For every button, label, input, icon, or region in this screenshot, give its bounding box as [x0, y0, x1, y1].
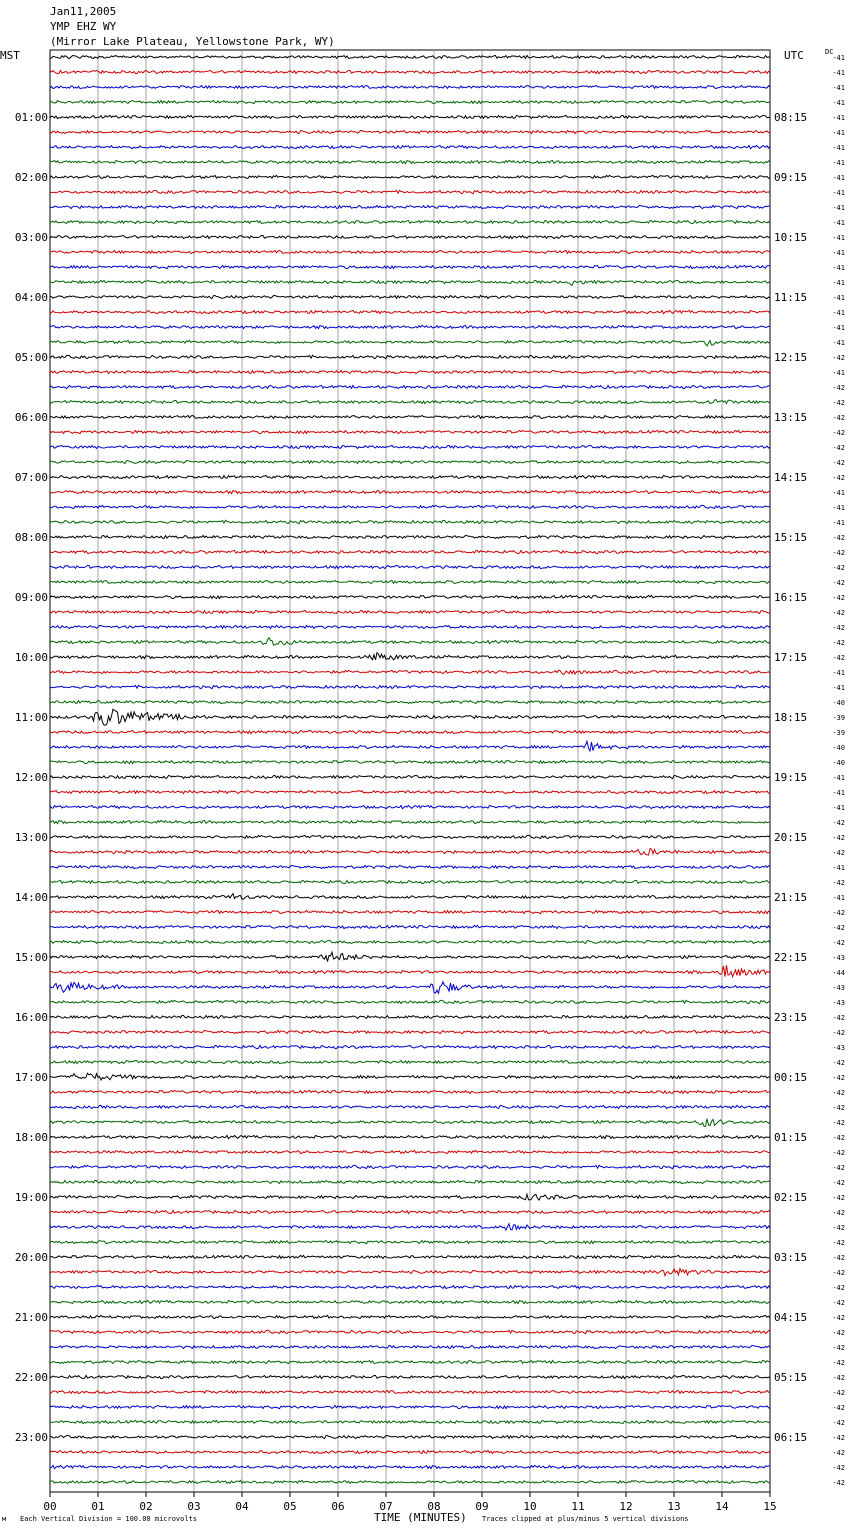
dc-offset-label: -42 [832, 354, 845, 362]
dc-offset-label: -42 [832, 1389, 845, 1397]
x-tick-label: 11 [571, 1500, 585, 1513]
seismic-trace [50, 731, 770, 734]
seismic-trace [50, 295, 770, 298]
seismic-trace [50, 1073, 770, 1080]
dc-offset-label: -42 [832, 1104, 845, 1112]
header-location: (Mirror Lake Plateau, Yellowstone Park, WY) [50, 35, 335, 48]
dc-offset-label: -40 [832, 759, 845, 767]
seismic-trace [50, 1045, 770, 1048]
seismic-trace [50, 653, 770, 660]
seismic-traces [50, 56, 770, 1484]
dc-offset-label: -41 [832, 174, 845, 182]
dc-label: DC [825, 48, 834, 56]
dc-offset-label: -44 [832, 969, 845, 977]
utc-hour-label: 16:15 [774, 591, 808, 604]
mst-hour-label: 05:00 [14, 351, 48, 364]
seismic-trace [50, 566, 770, 569]
x-tick-label: 10 [523, 1500, 537, 1513]
utc-hour-label: 13:15 [774, 411, 808, 424]
seismic-trace [50, 1315, 770, 1318]
seismic-trace [50, 880, 770, 883]
dc-offset-label: -42 [832, 1089, 845, 1097]
seismic-trace [50, 265, 770, 268]
dc-offset-label: -43 [832, 984, 845, 992]
mst-hour-label: 13:00 [14, 831, 48, 844]
mst-hour-label: 09:00 [14, 591, 48, 604]
dc-offset-label: -42 [832, 1074, 845, 1082]
seismic-trace [50, 849, 770, 856]
seismic-trace [50, 790, 770, 793]
dc-offset-label: -41 [832, 54, 845, 62]
seismic-trace [50, 236, 770, 239]
utc-hour-label: 02:15 [774, 1191, 808, 1204]
dc-offset-label: -41 [832, 144, 845, 152]
dc-offset-label: -41 [832, 489, 845, 497]
dc-offset-label: -42 [832, 609, 845, 617]
seismic-trace [50, 1330, 770, 1333]
seismic-trace [50, 445, 770, 448]
dc-offset-label: -41 [832, 789, 845, 797]
seismic-trace [50, 700, 770, 703]
dc-offset-label: -41 [832, 114, 845, 122]
dc-offset-label: -42 [832, 1179, 845, 1187]
dc-offset-label: -42 [832, 624, 845, 632]
x-tick-label: 05 [283, 1500, 297, 1513]
seismic-trace [50, 205, 770, 208]
seismic-trace [50, 1269, 770, 1276]
seismic-trace [50, 1375, 770, 1378]
seismic-trace [50, 220, 770, 223]
dc-offset-label: -42 [832, 1434, 845, 1442]
x-tick-label: 15 [763, 1500, 777, 1513]
dc-offset-label: -39 [832, 729, 845, 737]
dc-offset-label: -41 [832, 219, 845, 227]
dc-offset-label: -42 [832, 534, 845, 542]
seismic-trace [50, 1360, 770, 1363]
dc-offset-label: -43 [832, 1044, 845, 1052]
x-axis-title: TIME (MINUTES) [374, 1511, 467, 1524]
seismic-trace [50, 130, 770, 133]
plot-frame [50, 50, 770, 1492]
dc-offset-label: -42 [832, 1059, 845, 1067]
seismic-trace [50, 340, 770, 346]
seismic-trace [50, 101, 770, 104]
dc-offset-label: -42 [832, 1134, 845, 1142]
dc-offset-label: -42 [832, 639, 845, 647]
seismic-trace [50, 1165, 770, 1168]
seismic-trace [50, 1286, 770, 1289]
dc-offset-label: -40 [832, 744, 845, 752]
seismic-trace [50, 190, 770, 193]
dc-offset-label: -41 [832, 264, 845, 272]
seismic-trace [50, 1480, 770, 1483]
seismic-trace [50, 1420, 770, 1423]
mst-hour-label: 14:00 [14, 891, 48, 904]
seismic-trace [50, 1135, 770, 1138]
mst-hour-label: 02:00 [14, 171, 48, 184]
dc-offset-label: -41 [832, 369, 845, 377]
mst-hour-label: 10:00 [14, 651, 48, 664]
mst-hour-label: 07:00 [14, 471, 48, 484]
dc-offset-label: -42 [832, 1464, 845, 1472]
seismic-trace [50, 952, 770, 961]
axis-labels [15, 54, 845, 1513]
seismic-trace [50, 940, 770, 943]
seismic-trace [50, 910, 770, 913]
dc-offset-label: -42 [832, 564, 845, 572]
utc-hour-label: 00:15 [774, 1071, 808, 1084]
dc-offset-label: -42 [832, 579, 845, 587]
dc-offset-label: -41 [832, 774, 845, 782]
x-tick-label: 12 [619, 1500, 633, 1513]
seismic-trace [50, 115, 770, 118]
dc-offset-label: -42 [832, 1209, 845, 1217]
seismic-trace [50, 1015, 770, 1018]
seismic-trace [50, 310, 770, 313]
utc-hour-label: 17:15 [774, 651, 808, 664]
seismic-trace [50, 760, 770, 763]
dc-offset-label: -42 [832, 909, 845, 917]
seismic-trace [50, 146, 770, 149]
mst-hour-label: 18:00 [14, 1131, 48, 1144]
mst-hour-label: 16:00 [14, 1011, 48, 1024]
mst-hour-label: 12:00 [14, 771, 48, 784]
dc-offset-label: -42 [832, 1239, 845, 1247]
dc-offset-label: -42 [832, 849, 845, 857]
utc-hour-label: 20:15 [774, 831, 808, 844]
seismic-trace [50, 1451, 770, 1454]
seismic-trace [50, 1465, 770, 1468]
utc-hour-label: 05:15 [774, 1371, 808, 1384]
seismic-trace [50, 550, 770, 553]
dc-offset-label: -42 [832, 414, 845, 422]
seismic-trace [50, 1210, 770, 1213]
dc-offset-label: -41 [832, 309, 845, 317]
scale-note: Each Vertical Division = 100.00 microvolts [20, 1515, 198, 1523]
utc-hour-label: 12:15 [774, 351, 808, 364]
dc-offset-label: -42 [832, 1479, 845, 1487]
dc-offset-label: -41 [832, 204, 845, 212]
mst-hour-label: 22:00 [14, 1371, 48, 1384]
dc-offset-label: -42 [832, 1224, 845, 1232]
seismic-trace [50, 1061, 770, 1064]
seismic-trace [50, 370, 770, 373]
seismic-trace [50, 1240, 770, 1243]
dc-offset-label: -42 [832, 429, 845, 437]
seismic-trace [50, 520, 770, 523]
mst-hour-label: 11:00 [14, 711, 48, 724]
dc-offset-label: -41 [832, 279, 845, 287]
seismic-trace [50, 56, 770, 59]
clip-note: Traces clipped at plus/minus 5 vertical divisions [482, 1515, 689, 1523]
mst-hour-label: 15:00 [14, 951, 48, 964]
dc-offset-label: -42 [832, 1449, 845, 1457]
mst-hour-label: 21:00 [14, 1311, 48, 1324]
seismic-trace [50, 1435, 770, 1438]
dc-offset-label: -41 [832, 234, 845, 242]
seismic-trace [50, 820, 770, 823]
utc-hour-label: 19:15 [774, 771, 808, 784]
dc-offset-label: -42 [832, 1419, 845, 1427]
seismic-trace [50, 385, 770, 388]
header-date: Jan11,2005 [50, 5, 117, 18]
seismic-trace [50, 85, 770, 88]
utc-hour-label: 03:15 [774, 1251, 808, 1264]
seismic-trace [50, 610, 770, 613]
mst-hour-label: 01:00 [14, 111, 48, 124]
mst-hour-label: 17:00 [14, 1071, 48, 1084]
mst-hour-label: 04:00 [14, 291, 48, 304]
seismic-trace [50, 1406, 770, 1409]
seismic-trace [50, 400, 770, 404]
dc-offset-label: -41 [832, 69, 845, 77]
seismic-trace [50, 775, 770, 778]
dc-offset-label: -42 [832, 654, 845, 662]
seismic-trace [50, 430, 770, 433]
seismic-trace [50, 625, 770, 628]
dc-offset-label: -41 [832, 324, 845, 332]
dc-offset-label: -43 [832, 954, 845, 962]
seismic-trace [50, 1090, 770, 1093]
x-tick-label: 14 [715, 1500, 729, 1513]
dc-offset-label: -40 [832, 699, 845, 707]
dc-offset-label: -41 [832, 339, 845, 347]
x-tick-label: 09 [475, 1500, 489, 1513]
dc-offset-label: -42 [832, 594, 845, 602]
dc-offset-label: -42 [832, 459, 845, 467]
dc-offset-label: -41 [832, 894, 845, 902]
mst-hour-label: 08:00 [14, 531, 48, 544]
utc-hour-label: 10:15 [774, 231, 808, 244]
dc-offset-label: -41 [832, 84, 845, 92]
dc-offset-label: -41 [832, 159, 845, 167]
dc-offset-label: -42 [832, 1329, 845, 1337]
seismic-trace [50, 1030, 770, 1033]
utc-hour-label: 04:15 [774, 1311, 808, 1324]
dc-offset-label: -42 [832, 939, 845, 947]
mst-axis-label: MST [0, 49, 20, 62]
dc-offset-label: -42 [832, 1299, 845, 1307]
seismic-trace [50, 1194, 770, 1200]
seismic-trace [50, 685, 770, 688]
seismic-trace [50, 250, 770, 253]
seismic-trace [50, 1105, 770, 1108]
seismic-trace [50, 1345, 770, 1348]
mst-hour-label: 20:00 [14, 1251, 48, 1264]
utc-axis-label: UTC [784, 49, 804, 62]
seismic-trace [50, 1180, 770, 1183]
dc-offset-label: -42 [832, 1344, 845, 1352]
seismic-trace [50, 1150, 770, 1153]
seismic-trace [50, 355, 770, 358]
utc-hour-label: 11:15 [774, 291, 808, 304]
x-tick-label: 08 [427, 1500, 441, 1513]
dc-offset-label: -42 [832, 1194, 845, 1202]
seismic-trace [50, 638, 770, 646]
utc-hour-label: 01:15 [774, 1131, 808, 1144]
seismic-trace [50, 965, 770, 976]
dc-offset-label: -42 [832, 474, 845, 482]
seismic-trace [50, 1224, 770, 1230]
x-tick-label: 13 [667, 1500, 681, 1513]
seismic-trace [50, 535, 770, 538]
dc-offset-label: -42 [832, 1269, 845, 1277]
dc-offset-label: -42 [832, 1149, 845, 1157]
dc-offset-label: -41 [832, 129, 845, 137]
dc-offset-label: -41 [832, 684, 845, 692]
utc-hour-label: 09:15 [774, 171, 808, 184]
header-station: YMP EHZ WY [50, 20, 117, 33]
seismic-trace [50, 894, 770, 900]
x-tick-label: 07 [379, 1500, 393, 1513]
seismic-trace [50, 460, 770, 463]
seismic-trace [50, 490, 770, 493]
dc-offset-label: -42 [832, 549, 845, 557]
dc-offset-label: -42 [832, 834, 845, 842]
dc-offset-label: -42 [832, 1284, 845, 1292]
seismic-trace [50, 709, 770, 725]
dc-offset-label: -42 [832, 384, 845, 392]
dc-offset-label: -41 [832, 249, 845, 257]
utc-hour-label: 14:15 [774, 471, 808, 484]
seismic-trace [50, 865, 770, 868]
mst-hour-label: 03:00 [14, 231, 48, 244]
dc-offset-label: -42 [832, 1014, 845, 1022]
seismic-trace [50, 670, 770, 674]
dc-offset-label: -41 [832, 804, 845, 812]
seismic-trace [50, 475, 770, 478]
seismic-trace [50, 505, 770, 508]
seismic-trace [50, 280, 770, 285]
dc-offset-label: -41 [832, 189, 845, 197]
dc-offset-label: -42 [832, 444, 845, 452]
utc-hour-label: 15:15 [774, 531, 808, 544]
x-tick-label: 03 [187, 1500, 201, 1513]
seismic-trace [50, 1390, 770, 1393]
utc-hour-label: 23:15 [774, 1011, 808, 1024]
utc-hour-label: 18:15 [774, 711, 808, 724]
dc-offset-label: -41 [832, 519, 845, 527]
x-tick-label: 04 [235, 1500, 249, 1513]
utc-hour-label: 22:15 [774, 951, 808, 964]
utc-hour-label: 06:15 [774, 1431, 808, 1444]
dc-offset-label: -42 [832, 879, 845, 887]
x-tick-label: 02 [139, 1500, 153, 1513]
seismic-trace [50, 325, 770, 328]
x-tick-label: 01 [91, 1500, 105, 1513]
dc-offset-label: -41 [832, 864, 845, 872]
utc-hour-label: 21:15 [774, 891, 808, 904]
dc-offset-label: -42 [832, 1314, 845, 1322]
seismic-trace [50, 175, 770, 178]
dc-offset-label: -42 [832, 1374, 845, 1382]
dc-offset-label: -42 [832, 1359, 845, 1367]
seismic-trace [50, 1000, 770, 1003]
seismic-trace [50, 741, 770, 751]
seismic-trace [50, 1119, 770, 1127]
dc-offset-label: -41 [832, 294, 845, 302]
x-tick-label: 06 [331, 1500, 345, 1513]
utc-hour-label: 08:15 [774, 111, 808, 124]
seismic-trace [50, 580, 770, 583]
mst-hour-label: 06:00 [14, 411, 48, 424]
dc-offset-label: -41 [832, 504, 845, 512]
seismic-trace [50, 805, 770, 808]
seismic-trace [50, 595, 770, 598]
dc-offset-label: -42 [832, 1029, 845, 1037]
dc-offset-label: -42 [832, 1164, 845, 1172]
dc-offset-label: -42 [832, 399, 845, 407]
dc-offset-label: -39 [832, 714, 845, 722]
seismic-trace [50, 415, 770, 418]
seismic-trace [50, 160, 770, 163]
mst-hour-label: 23:00 [14, 1431, 48, 1444]
footer-mark: м [2, 1515, 7, 1523]
seismic-trace [50, 982, 770, 994]
seismic-trace [50, 70, 770, 73]
mst-hour-label: 19:00 [14, 1191, 48, 1204]
seismic-trace [50, 835, 770, 838]
seismic-trace [50, 925, 770, 928]
dc-offset-label: -42 [832, 1254, 845, 1262]
seismic-trace [50, 1255, 770, 1258]
seismic-trace [50, 1300, 770, 1303]
dc-offset-label: -42 [832, 819, 845, 827]
dc-offset-label: -42 [832, 924, 845, 932]
dc-offset-label: -42 [832, 1404, 845, 1412]
dc-offset-label: -43 [832, 999, 845, 1007]
dc-offset-label: -41 [832, 99, 845, 107]
dc-offset-label: -41 [832, 669, 845, 677]
dc-offset-label: -42 [832, 1119, 845, 1127]
x-tick-label: 00 [43, 1500, 57, 1513]
